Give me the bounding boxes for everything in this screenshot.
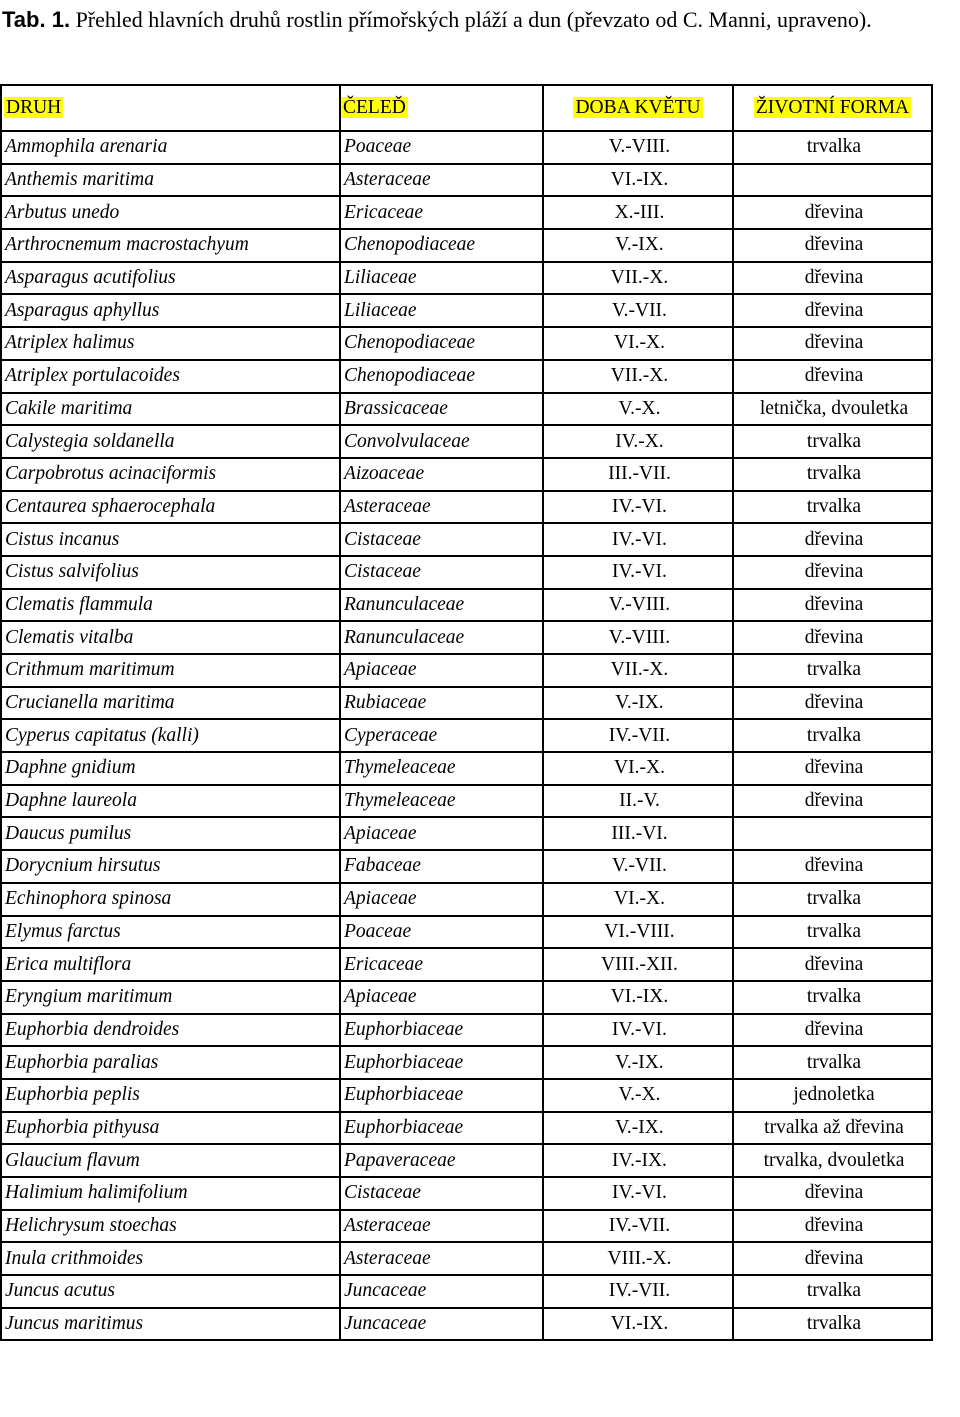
flowering-cell: V.-IX. [543, 1046, 733, 1079]
life-form-cell: dřevina [733, 327, 932, 360]
species-cell: Cistus incanus [1, 523, 340, 556]
flowering-cell: V.-VIII. [543, 621, 733, 654]
life-form-cell: trvalka [733, 883, 932, 916]
species-cell: Atriplex halimus [1, 327, 340, 360]
flowering-cell: VII.-X. [543, 654, 733, 687]
flowering-cell: III.-VI. [543, 817, 733, 850]
table-body [1, 131, 932, 1340]
species-cell: Centaurea sphaerocephala [1, 491, 340, 524]
flowering-cell: III.-VII. [543, 458, 733, 491]
life-form-cell: dřevina [733, 1177, 932, 1210]
life-form-cell: dřevina [733, 752, 932, 785]
table-row [1, 196, 932, 229]
table-row [1, 817, 932, 850]
life-form-cell: trvalka [733, 458, 932, 491]
life-form-cell: trvalka, dvouletka [733, 1144, 932, 1177]
species-cell: Dorycnium hirsutus [1, 850, 340, 883]
life-form-cell: dřevina [733, 621, 932, 654]
life-form-cell: dřevina [733, 850, 932, 883]
family-cell: Euphorbiaceae [340, 1014, 543, 1047]
flowering-cell: V.-IX. [543, 687, 733, 720]
flowering-cell: VI.-X. [543, 752, 733, 785]
life-form-cell: trvalka [733, 916, 932, 949]
life-form-cell: dřevina [733, 262, 932, 295]
species-cell: Euphorbia dendroides [1, 1014, 340, 1047]
family-cell: Asteraceae [340, 491, 543, 524]
life-form-cell: dřevina [733, 1210, 932, 1243]
species-cell: Asparagus aphyllus [1, 294, 340, 327]
family-cell: Juncaceae [340, 1275, 543, 1308]
species-cell: Anthemis maritima [1, 164, 340, 197]
flowering-cell: VII.-X. [543, 262, 733, 295]
life-form-cell: trvalka [733, 1046, 932, 1079]
life-form-cell: dřevina [733, 785, 932, 818]
life-form-cell: dřevina [733, 294, 932, 327]
life-form-cell: dřevina [733, 1242, 932, 1275]
table-row [1, 1112, 932, 1145]
family-cell: Chenopodiaceae [340, 360, 543, 393]
family-cell: Apiaceae [340, 883, 543, 916]
flowering-cell: V.-VII. [543, 850, 733, 883]
family-cell: Euphorbiaceae [340, 1079, 543, 1112]
table-row [1, 785, 932, 818]
species-cell: Eryngium maritimum [1, 981, 340, 1014]
caption-text: Přehled hlavních druhů rostlin přímořských pláží a dun (převzato od C. Manni, upraveno). [75, 7, 872, 32]
flowering-cell: IV.-VI. [543, 1177, 733, 1210]
table-row [1, 752, 932, 785]
table-row [1, 393, 932, 426]
life-form-cell: trvalka [733, 981, 932, 1014]
table-row [1, 589, 932, 622]
table-row [1, 1144, 932, 1177]
flowering-cell: IV.-VI. [543, 1014, 733, 1047]
species-cell: Crithmum maritimum [1, 654, 340, 687]
flowering-cell: V.-IX. [543, 229, 733, 262]
species-cell: Cistus salvifolius [1, 556, 340, 589]
family-cell: Cistaceae [340, 1177, 543, 1210]
species-cell: Juncus maritimus [1, 1308, 340, 1341]
table-row [1, 1177, 932, 1210]
table-header-row [1, 85, 932, 131]
header-doba-kvetu: DOBA KVĚTU [543, 85, 733, 131]
species-cell: Daphne gnidium [1, 752, 340, 785]
family-cell: Chenopodiaceae [340, 327, 543, 360]
species-cell: Euphorbia paralias [1, 1046, 340, 1079]
table-row [1, 1308, 932, 1341]
species-cell: Euphorbia pithyusa [1, 1112, 340, 1145]
family-cell: Liliaceae [340, 262, 543, 295]
table-row [1, 1210, 932, 1243]
family-cell: Juncaceae [340, 1308, 543, 1341]
table-row [1, 1079, 932, 1112]
flowering-cell: VIII.-XII. [543, 948, 733, 981]
table-row [1, 131, 932, 164]
life-form-cell: trvalka [733, 1275, 932, 1308]
species-cell: Helichrysum stoechas [1, 1210, 340, 1243]
flowering-cell: VI.-IX. [543, 164, 733, 197]
flowering-cell: IV.-VI. [543, 491, 733, 524]
species-cell: Daphne laureola [1, 785, 340, 818]
flowering-cell: VII.-X. [543, 360, 733, 393]
table-row [1, 916, 932, 949]
family-cell: Convolvulaceae [340, 425, 543, 458]
species-cell: Cyperus capitatus (kalli) [1, 719, 340, 752]
table-row [1, 654, 932, 687]
flowering-cell: V.-VII. [543, 294, 733, 327]
flowering-cell: VI.-IX. [543, 1308, 733, 1341]
table-row [1, 981, 932, 1014]
species-cell: Atriplex portulacoides [1, 360, 340, 393]
family-cell: Poaceae [340, 131, 543, 164]
family-cell: Apiaceae [340, 654, 543, 687]
table-row [1, 687, 932, 720]
species-cell: Ammophila arenaria [1, 131, 340, 164]
table-row [1, 948, 932, 981]
life-form-cell: trvalka [733, 1308, 932, 1341]
family-cell: Euphorbiaceae [340, 1046, 543, 1079]
table-row [1, 164, 932, 197]
family-cell: Ranunculaceae [340, 589, 543, 622]
life-form-cell: trvalka [733, 719, 932, 752]
flowering-cell: VI.-X. [543, 883, 733, 916]
life-form-cell: dřevina [733, 360, 932, 393]
life-form-cell: dřevina [733, 229, 932, 262]
family-cell: Aizoaceae [340, 458, 543, 491]
family-cell: Chenopodiaceae [340, 229, 543, 262]
table-row [1, 719, 932, 752]
table-row [1, 1014, 932, 1047]
family-cell: Asteraceae [340, 1210, 543, 1243]
family-cell: Papaveraceae [340, 1144, 543, 1177]
header-celed: ČELEĎ [340, 85, 543, 131]
table-row [1, 1242, 932, 1275]
table-row [1, 1046, 932, 1079]
life-form-cell [733, 817, 932, 850]
species-cell: Erica multiflora [1, 948, 340, 981]
life-form-cell: trvalka [733, 425, 932, 458]
flowering-cell: IV.-VII. [543, 1210, 733, 1243]
flowering-cell: X.-III. [543, 196, 733, 229]
species-cell: Crucianella maritima [1, 687, 340, 720]
table-row [1, 556, 932, 589]
species-cell: Glaucium flavum [1, 1144, 340, 1177]
life-form-cell: letnička, dvouletka [733, 393, 932, 426]
species-cell: Clematis vitalba [1, 621, 340, 654]
flowering-cell: VI.-VIII. [543, 916, 733, 949]
table-row [1, 523, 932, 556]
table-row [1, 1275, 932, 1308]
flowering-cell: VIII.-X. [543, 1242, 733, 1275]
flowering-cell: IV.-VII. [543, 1275, 733, 1308]
family-cell: Apiaceae [340, 817, 543, 850]
life-form-cell: jednoletka [733, 1079, 932, 1112]
species-cell: Euphorbia peplis [1, 1079, 340, 1112]
species-cell: Juncus acutus [1, 1275, 340, 1308]
header-zivotni-forma: ŽIVOTNÍ FORMA [733, 85, 932, 131]
family-cell: Poaceae [340, 916, 543, 949]
species-cell: Inula crithmoides [1, 1242, 340, 1275]
table-row [1, 491, 932, 524]
species-cell: Carpobrotus acinaciformis [1, 458, 340, 491]
life-form-cell: dřevina [733, 523, 932, 556]
family-cell: Rubiaceae [340, 687, 543, 720]
family-cell: Cistaceae [340, 523, 543, 556]
table-row [1, 850, 932, 883]
flowering-cell: V.-X. [543, 1079, 733, 1112]
life-form-cell: dřevina [733, 589, 932, 622]
flowering-cell: IV.-VII. [543, 719, 733, 752]
life-form-cell: trvalka [733, 491, 932, 524]
table-row [1, 883, 932, 916]
caption-label: Tab. 1. [2, 7, 71, 32]
family-cell: Apiaceae [340, 981, 543, 1014]
family-cell: Thymeleaceae [340, 785, 543, 818]
life-form-cell: dřevina [733, 556, 932, 589]
life-form-cell: trvalka [733, 131, 932, 164]
family-cell: Ericaceae [340, 948, 543, 981]
family-cell: Liliaceae [340, 294, 543, 327]
species-cell: Elymus farctus [1, 916, 340, 949]
species-cell: Clematis flammula [1, 589, 340, 622]
species-cell: Arbutus unedo [1, 196, 340, 229]
flowering-cell: V.-VIII. [543, 131, 733, 164]
flowering-cell: V.-VIII. [543, 589, 733, 622]
flowering-cell: VI.-X. [543, 327, 733, 360]
table-row [1, 621, 932, 654]
life-form-cell [733, 164, 932, 197]
species-cell: Asparagus acutifolius [1, 262, 340, 295]
table-row [1, 458, 932, 491]
table-row [1, 262, 932, 295]
life-form-cell: dřevina [733, 687, 932, 720]
life-form-cell: dřevina [733, 1014, 932, 1047]
flowering-cell: II.-V. [543, 785, 733, 818]
flowering-cell: IV.-IX. [543, 1144, 733, 1177]
life-form-cell: dřevina [733, 196, 932, 229]
table-row [1, 360, 932, 393]
family-cell: Brassicaceae [340, 393, 543, 426]
table-caption [2, 4, 957, 35]
family-cell: Asteraceae [340, 1242, 543, 1275]
flowering-cell: IV.-X. [543, 425, 733, 458]
flowering-cell: V.-IX. [543, 1112, 733, 1145]
table-row [1, 229, 932, 262]
table-row [1, 425, 932, 458]
family-cell: Asteraceae [340, 164, 543, 197]
table-row [1, 327, 932, 360]
family-cell: Thymeleaceae [340, 752, 543, 785]
family-cell: Fabaceae [340, 850, 543, 883]
flowering-cell: IV.-VI. [543, 556, 733, 589]
life-form-cell: trvalka [733, 654, 932, 687]
family-cell: Cistaceae [340, 556, 543, 589]
life-form-cell: dřevina [733, 948, 932, 981]
species-cell: Cakile maritima [1, 393, 340, 426]
species-cell: Arthrocnemum macrostachyum [1, 229, 340, 262]
family-cell: Euphorbiaceae [340, 1112, 543, 1145]
flowering-cell: VI.-IX. [543, 981, 733, 1014]
flowering-cell: IV.-VI. [543, 523, 733, 556]
species-cell: Echinophora spinosa [1, 883, 340, 916]
species-cell: Calystegia soldanella [1, 425, 340, 458]
flowering-cell: V.-X. [543, 393, 733, 426]
family-cell: Cyperaceae [340, 719, 543, 752]
species-cell: Daucus pumilus [1, 817, 340, 850]
species-cell: Halimium halimifolium [1, 1177, 340, 1210]
species-table [0, 84, 933, 1341]
family-cell: Ranunculaceae [340, 621, 543, 654]
table-row [1, 294, 932, 327]
life-form-cell: trvalka až dřevina [733, 1112, 932, 1145]
header-druh: DRUH [1, 85, 340, 131]
family-cell: Ericaceae [340, 196, 543, 229]
